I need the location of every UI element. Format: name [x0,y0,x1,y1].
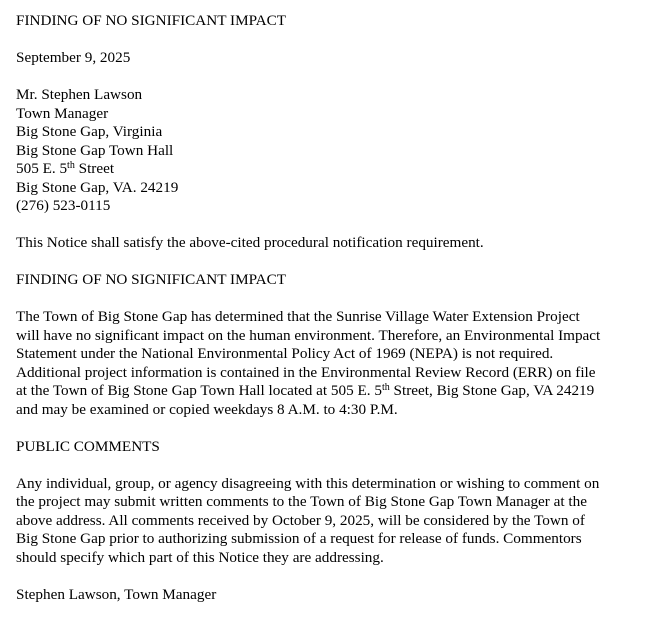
street-number: 505 E. 5 [16,160,68,177]
fonsi-line: Statement under the National Environmental Policy Act of 1969 (NEPA) is not required. [16,345,554,362]
spacer [16,567,646,586]
spacer [16,290,646,309]
fonsi-address-text: at the Town of Big Stone Gap Town Hall located at 505 E. 5 [16,382,382,399]
recipient-title: Town Manager [16,104,109,122]
spacer [16,456,646,475]
comments-line: above address. All comments received by October 9, 2025, will be considered by the Town of [16,511,585,529]
fonsi-line: The Town of Big Stone Gap has determined that the Sunrise Village Water Extension Project [16,308,580,325]
fonsi-address-rest: Street, Big Stone Gap, VA 24219 [389,382,595,399]
public-comments-paragraph [16,475,646,568]
spacer [16,419,646,438]
fonsi-line: and may be examined or copied weekdays 8 A.M. to 4:30 P.M. [16,400,398,418]
fonsi-line: Additional project information is contained in the Environmental Review Record (ERR) on file [16,363,596,381]
spacer [16,31,646,50]
notice-statement: This Notice shall satisfy the above-cited procedural notification requirement. [16,234,484,251]
fonsi-line [16,382,646,401]
street-ordinal-suffix: th [67,160,75,171]
address-block [16,86,646,216]
recipient-building: Big Stone Gap Town Hall [16,141,174,159]
spacer [16,253,646,272]
notice-date: September 9, 2025 [16,49,131,66]
document-heading: FINDING OF NO SIGNIFICANT IMPACT [16,12,287,29]
street-name: Street [74,160,115,177]
spacer [16,216,646,235]
recipient-name: Mr. Stephen Lawson [16,86,143,103]
comments-line: should specify which part of this Notice they are addressing. [16,548,384,566]
fonsi-line: will have no significant impact on the human environment. Therefore, an Environmental Impact [16,326,601,344]
comments-line: Any individual, group, or agency disagreeing with this determination or wishing to comment on [16,474,600,492]
fonsi-ordinal-suffix: th [381,382,390,393]
fonsi-heading: FINDING OF NO SIGNIFICANT IMPACT [16,271,287,288]
recipient-street [16,160,646,179]
fonsi-paragraph [16,308,646,419]
recipient-locality: Big Stone Gap, Virginia [16,123,163,140]
recipient-phone: (276) 523-0115 [16,197,111,214]
document-page [16,12,646,604]
signature-line: Stephen Lawson, Town Manager [16,585,217,603]
spacer [16,68,646,87]
public-comments-heading: PUBLIC COMMENTS [16,437,160,455]
comments-line: the project may submit written comments to the Town of Big Stone Gap Town Manager at the [16,493,587,510]
comments-line: Big Stone Gap prior to authorizing submission of a request for release of funds. Commentors [16,530,582,547]
recipient-city-state-zip: Big Stone Gap, VA. 24219 [16,178,179,196]
